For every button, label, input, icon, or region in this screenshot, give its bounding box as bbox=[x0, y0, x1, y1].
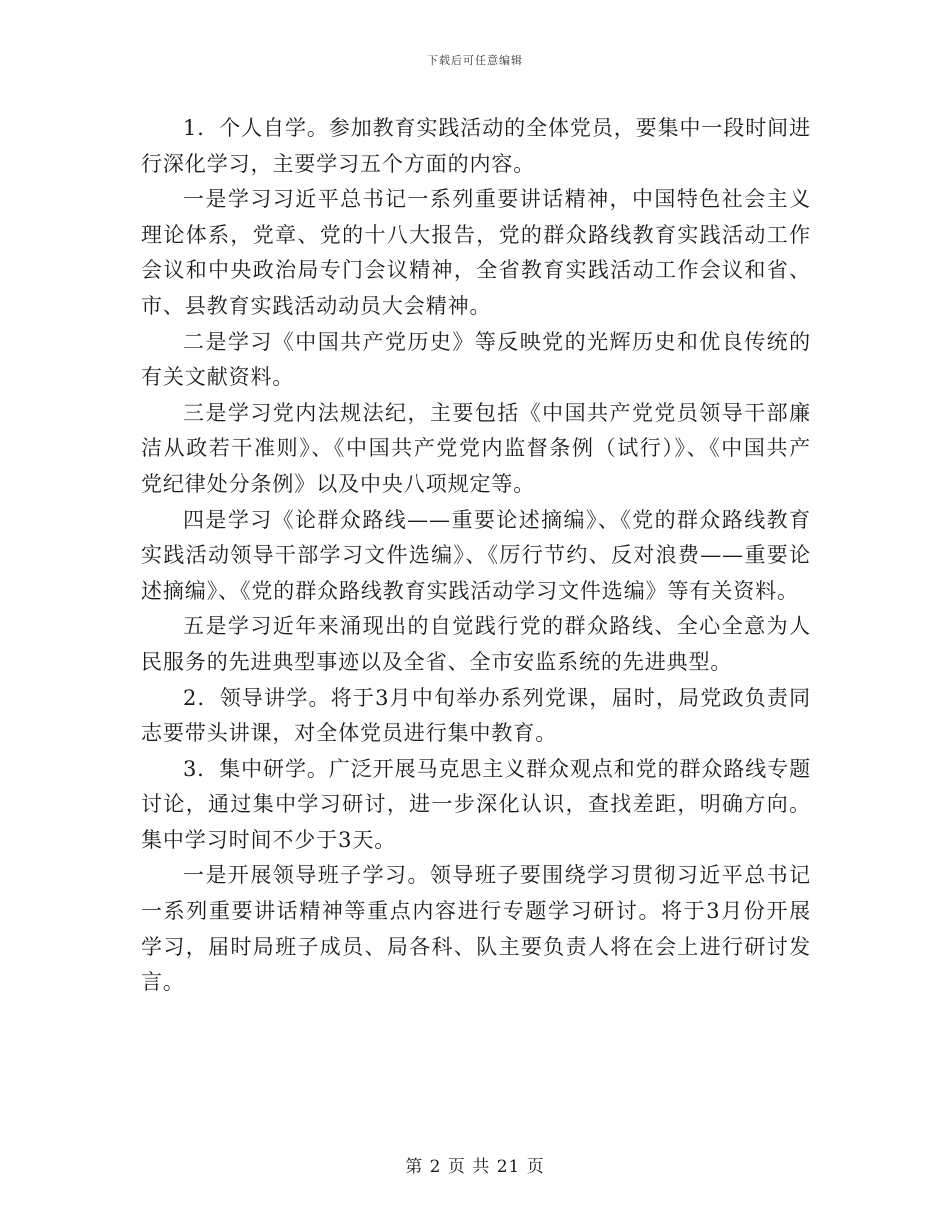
paragraph-study-item-5: 五是学习近年来涌现出的自觉践行党的群众路线、全心全意为人民服务的先进典型事迹以及全省、全市安监系统的先进典型。 bbox=[141, 614, 811, 674]
document-body bbox=[141, 111, 811, 1001]
paragraph-group-study: 3．集中研学。广泛开展马克思主义群众观点和党的群众路线专题讨论，通过集中学习研讨，进一步深化认识，查找差距，明确方向。集中学习时间不少于3天。 bbox=[141, 756, 811, 852]
paragraph-study-item-2: 二是学习《中国共产党历史》等反映党的光辉历史和优良传统的有关文献资料。 bbox=[141, 329, 811, 390]
paragraph-study-item-4: 四是学习《论群众路线——重要论述摘编》、《党的群众路线教育实践活动领导干部学习文件选编》、《厉行节约、反对浪费——重要论述摘编》、《党的群众路线教育实践活动学习文件选编》等有关资料。 bbox=[141, 507, 811, 603]
page-number-footer: 第 2 页 共 21 页 bbox=[405, 1157, 545, 1177]
paragraph-leadership-study: 一是开展领导班子学习。领导班子要围绕学习贯彻习近平总书记一系列重要讲话精神等重点内容进行专题学习研讨。将于3月份开展学习，届时局班子成员、局各科、队主要负责人将在会上进行研讨发言。 bbox=[141, 863, 811, 995]
page-header-note: 下载后可任意编辑 bbox=[427, 54, 523, 67]
paragraph-study-item-1: 一是学习习近平总书记一系列重要讲话精神，中国特色社会主义理论体系，党章、党的十八大报告，党的群众路线教育实践活动工作会议和中央政治局专门会议精神，全省教育实践活动工作会议和省、市、县教育实践活动动员大会精神。 bbox=[141, 187, 811, 318]
paragraph-personal-study: 1．个人自学。参加教育实践活动的全体党员，要集中一段时间进行深化学习，主要学习五个方面的内容。 bbox=[141, 116, 811, 176]
paragraph-leader-lecture: 2．领导讲学。将于3月中旬举办系列党课，届时，局党政负责同志要带头讲课，对全体党员进行集中教育。 bbox=[141, 685, 811, 746]
paragraph-study-item-3: 三是学习党内法规法纪，主要包括《中国共产党党员领导干部廉洁从政若干准则》、《中国共产党党内监督条例（试行）》、《中国共产党纪律处分条例》以及中央八项规定等。 bbox=[141, 400, 811, 496]
